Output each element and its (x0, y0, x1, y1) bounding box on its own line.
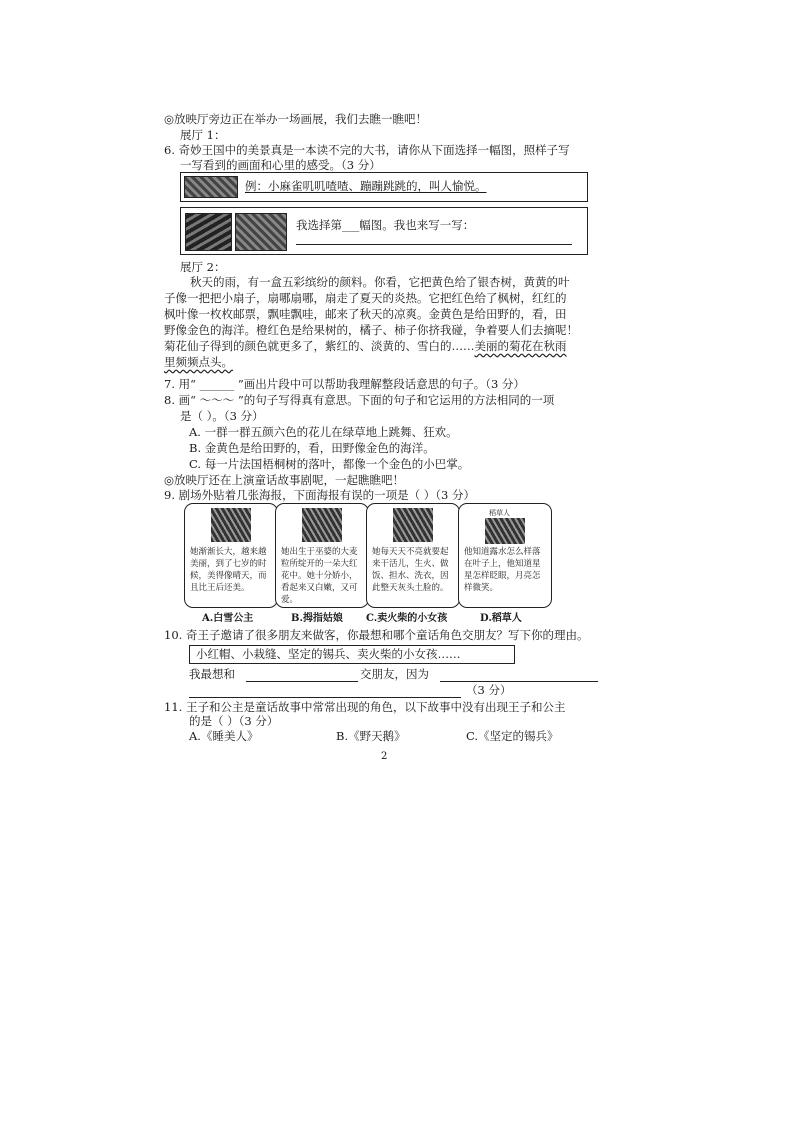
poster-d-text: 他知道露水怎么样落在叶子上，他知道星星怎样眨眼，月亮怎样微笑。 (464, 547, 541, 593)
q10-score: （3 分） (466, 683, 512, 697)
poster-d (458, 503, 552, 608)
q11-line2: 的是（ ）（3 分） (189, 714, 279, 728)
passage-line-5-text: 菊花仙子得到的颜色就更多了，紫红的、淡黄的、雪白的…… (164, 339, 475, 353)
picture-1 (185, 213, 232, 251)
picture-2 (235, 213, 287, 251)
poster-c-caption[interactable]: C.卖火柴的小女孩 (366, 613, 448, 624)
poster-b (275, 503, 369, 608)
q10-reason-blank-2[interactable] (189, 697, 461, 698)
q6-answer-line[interactable] (296, 244, 572, 245)
passage-line-1: 秋天的雨，有一盒五彩缤纷的颜料。你看，它把黄色给了银杏树，黄黄的叶 (190, 275, 570, 289)
poster-c-text: 她每天天不亮就要起来干活儿，生火、做饭、担水、洗衣，因此整天灰头土脸的。 (372, 547, 449, 593)
poster-c (366, 503, 460, 608)
passage-line-3: 枫叶像一枚枚邮票，飘哇飘哇，邮来了秋天的凉爽。金黄色是给田野的，看，田 (164, 307, 567, 321)
poster-a-image (211, 508, 251, 542)
q10-answer-prefix: 我最想和 (189, 667, 235, 681)
wavy-sentence-part2: 里频频点头。 (164, 355, 233, 369)
passage-line-4: 野像金色的海洋。橙红色是给果树的，橘子、柿子你挤我碰，争着要人们去摘呢！ (164, 323, 578, 337)
poster-d-image (485, 518, 525, 544)
q10-roles-box (189, 645, 515, 664)
q6-prompt: 我选择第___幅图。我也来写一写： (296, 218, 475, 232)
sparrow-picture (184, 176, 238, 198)
passage-line-2: 子像一把把小扇子，扇哪扇哪，扇走了夏天的炎热。它把红色给了枫树，红红的 (164, 291, 567, 305)
q6-example-box (180, 172, 588, 202)
q8-line1: 8. 画“ ～～～ ”的句子写得真有意思。下面的句子和它运用的方法相同的一项 (164, 393, 555, 407)
q8-option-c[interactable]: C. 每一片法国梧桐树的落叶，都像一个金色的小巴掌。 (189, 457, 470, 471)
q9-text: 9. 剧场外贴着几张海报，下面海报有误的一项是（ ）（3 分） (164, 488, 476, 502)
poster-a (184, 503, 278, 608)
hall-2-label: 展厅 2： (180, 260, 226, 274)
page-number: 2 (381, 751, 388, 762)
hall-1-label: 展厅 1： (180, 128, 226, 142)
passage-line-5 (164, 339, 567, 354)
q11-option-b[interactable]: B.《野天鹅》 (336, 729, 406, 743)
wavy-sentence-part1: 美丽的菊花在秋雨 (474, 339, 567, 353)
q10-role-blank[interactable] (246, 681, 358, 682)
poster-b-text: 她出生于巫婆的大麦粒所绽开的一朵大红花中。她十分娇小，看起来又白嫩，又可爱。 (281, 547, 358, 605)
poster-c-image (393, 508, 433, 542)
q10-text: 10. 奇王子邀请了很多朋友来做客，你最想和哪个童话角色交朋友？写下你的理由。 (164, 628, 589, 642)
q11-option-c[interactable]: C.《坚定的锡兵》 (466, 729, 559, 743)
poster-d-caption[interactable]: D.稻草人 (480, 613, 522, 624)
q8-option-a[interactable]: A. 一群一群五颜六色的花儿在绿草地上跳舞、狂欢。 (189, 425, 458, 439)
q6-line1: 6. 奇妙王国中的美景真是一本读不完的大书，请你从下面选择一幅图，照样子写 (164, 143, 570, 157)
q8-option-b[interactable]: B. 金黄色是给田野的，看，田野像金色的海洋。 (189, 441, 435, 455)
q10-reason-blank-1[interactable] (440, 681, 598, 682)
q7-text: 7. 用“ ______ ”画出片段中可以帮助我理解整段话意思的句子。（3 分） (164, 377, 525, 391)
poster-b-image (302, 508, 342, 542)
q8-line2: 是（ ）。（3 分） (180, 409, 264, 423)
poster-a-caption[interactable]: A.白雪公主 (202, 613, 254, 624)
poster-a-text: 她渐渐长大，越来越美丽，到了七岁的时候，美得像晴天，而且比王后还美。 (190, 547, 267, 593)
q6-answer-box (180, 207, 588, 255)
q10-roles: 小红帽、小栽缝、坚定的锡兵、卖火柴的小女孩…… (196, 647, 461, 661)
q6-example-text: 例：小麻雀叽叽喳喳、蹦蹦跳跳的，叫人愉悦。 (245, 179, 487, 193)
poster-d-title: 稻草人 (489, 509, 510, 517)
poster-b-caption[interactable]: B.拇指姑娘 (291, 613, 343, 624)
q10-answer-middle: 交朋友，因为 (360, 667, 429, 681)
q11-line1: 11. 王子和公主是童话故事中常常出现的角色，以下故事中没有出现王子和公主 (164, 700, 566, 714)
section-intro-painting: ◎放映厅旁边正在举办一场画展，我们去瞧一瞧吧！ (164, 112, 428, 126)
q6-line2: 一写看到的画面和心里的感受。（3 分） (180, 158, 381, 172)
section-intro-theater: ◎放映厅还在上演童话故事剧呢，一起瞧瞧吧！ (164, 473, 405, 487)
q11-option-a[interactable]: A.《睡美人》 (189, 729, 259, 743)
